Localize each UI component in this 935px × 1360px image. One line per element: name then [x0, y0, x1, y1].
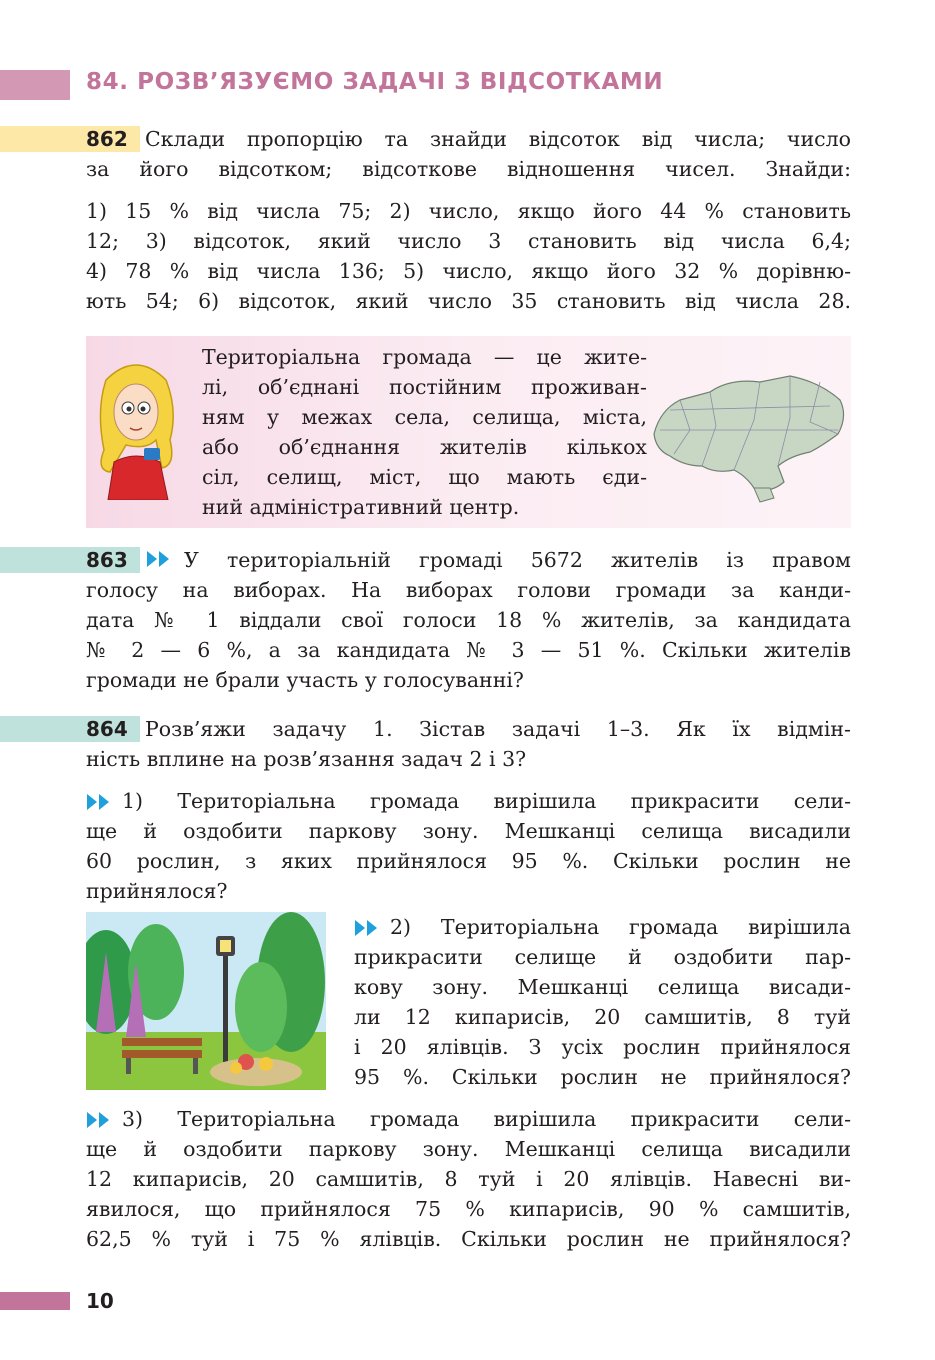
text-line: ний адміністративний центр. — [202, 495, 520, 519]
subtask-2-text — [390, 912, 851, 942]
ukraine-map-illustration — [650, 370, 850, 510]
text-line: Територіальна громада — це жите- — [202, 345, 647, 369]
text-line: № 2 — 6 %, а за кандидата № 3 — 51 %. Скільки жителів — [86, 638, 851, 662]
text-line: лі, об’єднані постійним проживан- — [202, 375, 647, 399]
task-number: 862 — [86, 127, 128, 151]
subtask-2-text-cont — [354, 942, 851, 1092]
task-862-text-cont — [86, 154, 851, 184]
definition-text — [202, 342, 647, 522]
text-line: 3) Територіальна громада вирішила прикрасити сели- — [122, 1107, 851, 1131]
park-illustration — [86, 912, 326, 1090]
girl-illustration — [86, 350, 186, 500]
text-line: ність вплине на розв’язання задач 2 і 3? — [86, 747, 527, 771]
subtask-1-text-cont — [86, 816, 851, 906]
text-line: У територіальній громаді 5672 жителів із правом — [184, 548, 851, 572]
text-line: або об’єднання жителів кількох — [202, 435, 647, 459]
subtask-3-text — [122, 1104, 851, 1134]
text-line: 12 кипарисів, 20 самшитів, 8 туй і 20 ялівців. Навесні ви- — [86, 1167, 851, 1191]
task-863-text-cont — [86, 575, 851, 695]
task-864-text — [145, 714, 851, 744]
task-number: 863 — [86, 548, 128, 572]
text-line: громади не брали участь у голосуванні? — [86, 668, 524, 692]
text-line: ще й оздобити паркову зону. Мешканці селища висадили — [86, 1137, 851, 1161]
text-line: ють 54; 6) відсоток, який число 35 становить від числа 28. — [86, 289, 851, 313]
text-line: Розв’яжи задачу 1. Зістав задачі 1–3. Як їх відмін- — [145, 717, 851, 741]
double-arrow-icon — [86, 1110, 114, 1130]
footer-accent-bar — [0, 1292, 70, 1310]
text-line: сіл, селищ, міст, що мають єди- — [202, 465, 647, 489]
text-line: 1) Територіальна громада вирішила прикрасити сели- — [122, 789, 851, 813]
task-864-text-cont — [86, 744, 851, 774]
text-line: прикрасити селище й оздобити пар- — [354, 945, 851, 969]
text-line: і 20 ялівців. З усіх рослин прийнялося — [354, 1035, 851, 1059]
text-line: голосу на виборах. На виборах голови громади за канди- — [86, 578, 851, 602]
task-862-text — [145, 124, 851, 154]
text-line: ще й оздобити паркову зону. Мешканці селища висадили — [86, 819, 851, 843]
text-line: за його відсотком; відсоткове відношення чисел. Знайди: — [86, 157, 851, 181]
text-line: 2) Територіальна громада вирішила — [390, 915, 851, 939]
subtask-3-text-cont — [86, 1134, 851, 1254]
text-line: 12; 3) відсоток, який число 3 становить від числа 6,4; — [86, 229, 851, 253]
text-line: явилося, що прийнялося 75 % кипарисів, 90 % самшитів, — [86, 1197, 851, 1221]
text-line: 1) 15 % від числа 75; 2) число, якщо його 44 % становить — [86, 199, 851, 223]
subtask-1-text — [122, 786, 851, 816]
text-line: 60 рослин, з яких прийнялося 95 %. Скільки рослин не — [86, 849, 851, 873]
text-line: дата № 1 віддали свої голоси 18 % жителів, за кандидата — [86, 608, 851, 632]
double-arrow-icon — [86, 792, 114, 812]
text-line: 4) 78 % від числа 136; 5) число, якщо його 32 % дорівню- — [86, 259, 851, 283]
task-number: 864 — [86, 717, 128, 741]
text-line: ням у межах села, селища, міста, — [202, 405, 647, 429]
text-line: ли 12 кипарисів, 20 самшитів, 8 туй — [354, 1005, 851, 1029]
task-863-text — [184, 545, 851, 575]
text-line: 95 %. Скільки рослин не прийнялося? — [354, 1065, 851, 1089]
text-line: прийнялося? — [86, 879, 228, 903]
section-title: 84. РОЗВ’ЯЗУЄМО ЗАДАЧІ З ВІДСОТКАМИ — [86, 69, 664, 95]
page-number: 10 — [86, 1289, 114, 1313]
text-line: кову зону. Мешканці селища висади- — [354, 975, 851, 999]
header-accent-bar — [0, 70, 70, 100]
double-arrow-icon — [354, 918, 382, 938]
task-862-items — [86, 196, 851, 316]
text-line: Склади пропорцію та знайди відсоток від числа; число — [145, 127, 851, 151]
text-line: 62,5 % туй і 75 % ялівців. Скільки рослин не прийнялося? — [86, 1227, 851, 1251]
double-arrow-icon — [146, 549, 174, 569]
